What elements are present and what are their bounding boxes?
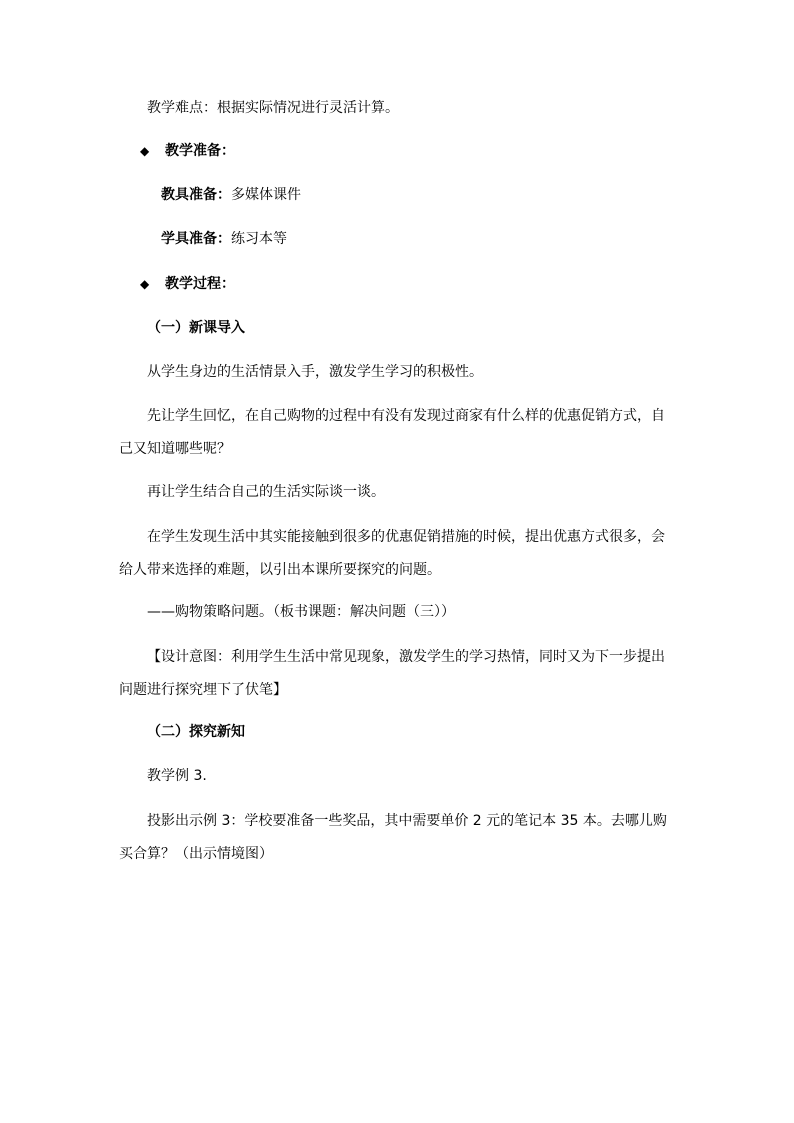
section2-paragraph-1: 教学例 3. xyxy=(147,768,207,784)
section1-paragraph-1: 从学生身边的生活情景入手，激发学生学习的积极性。 xyxy=(147,364,483,380)
section1-paragraph-3: 再让学生结合自己的生活实际谈一谈。 xyxy=(147,484,385,500)
student-prep xyxy=(161,229,287,249)
design-intent: 【设计意图：利用学生生活中常见现象，激发学生的学习热情，同时又为下一步提出问题进行探究埋下了伏笔】 xyxy=(119,649,665,698)
section2-heading: （二）探究新知 xyxy=(147,724,245,740)
bullet-icon: ◆ xyxy=(140,144,150,158)
process-heading: 教学过程： xyxy=(165,276,235,292)
teacher-prep-label: 教具准备： xyxy=(161,187,231,203)
student-prep-value: 练习本等 xyxy=(231,231,287,247)
teacher-prep-value: 多媒体课件 xyxy=(231,187,301,203)
teaching-difficulty: 教学难点：根据实际情况进行灵活计算。 xyxy=(147,100,399,116)
section1-paragraph-5: ——购物策略问题。（板书课题：解决问题（三）） xyxy=(147,604,455,620)
section1-paragraph-4: 在学生发现生活中其实能接触到很多的优惠促销措施的时候，提出优惠方式很多，会给人带来选择的难题，以引出本课所要探究的问题。 xyxy=(119,529,665,578)
student-prep-label: 学具准备： xyxy=(161,231,231,247)
prep-heading: 教学准备： xyxy=(165,143,235,159)
section2-paragraph-2: 投影出示例 3：学校要准备一些奖品，其中需要单价 2 元的笔记本 35 本。去哪儿购买合算？（出示情境图） xyxy=(119,813,667,862)
bullet-icon: ◆ xyxy=(140,277,150,291)
section1-paragraph-2: 先让学生回忆，在自己购物的过程中有没有发现过商家有什么样的优惠促销方式，自己又知道哪些呢？ xyxy=(119,408,665,457)
section1-heading: （一）新课导入 xyxy=(147,320,245,336)
teacher-prep xyxy=(161,185,301,205)
